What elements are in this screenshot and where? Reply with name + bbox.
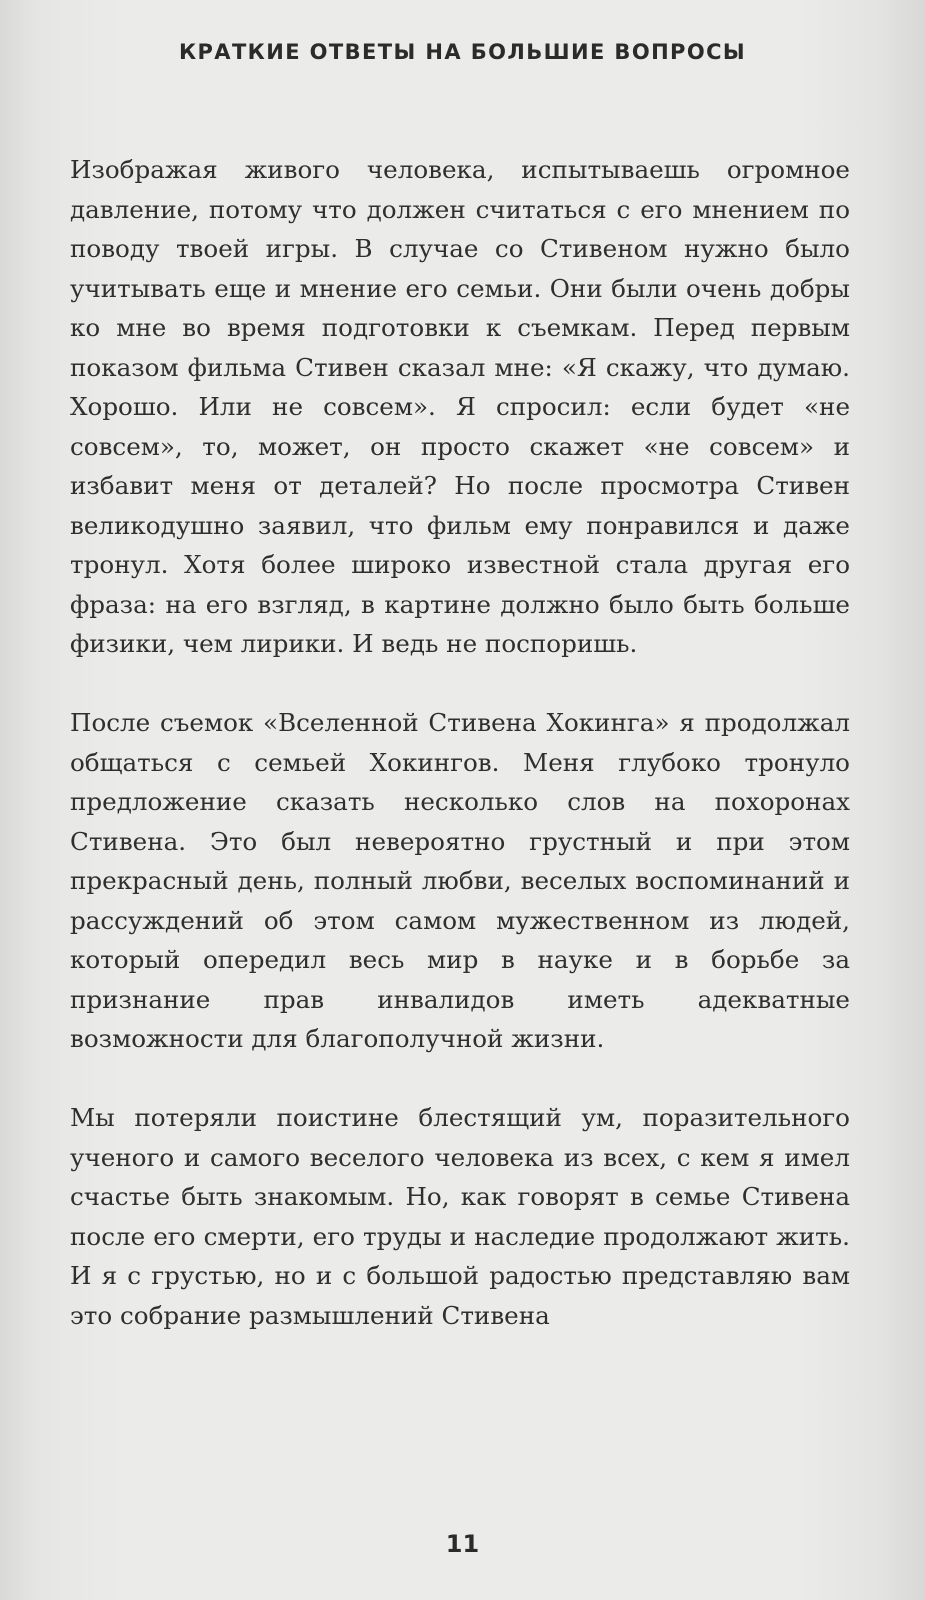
paragraph-3: Мы потеряли поистине блестящий ум, поразительного ученого и самого веселого человека из всех, с кем я имел счастье быть знакомым. Но, как говорят в семье Стивена после его смерти, его труды и наследие продолжают жить. И я с грустью, но и с большой радостью представляю вам это собрание размышлений Стивена [70,1103,850,1330]
running-title: КРАТКИЕ ОТВЕТЫ НА БОЛЬШИЕ ВОПРОСЫ [178,40,747,64]
paragraph-1: Изображая живого человека, испытываешь огромное давление, потому что должен считаться с его мнением по поводу твоей игры. В случае со Стивеном нужно было учитывать еще и мнение его семьи. Они были очень добры ко мне во время подготовки к съемкам. Перед первым показом фильма Стивен сказал мне: «Я скажу, что думаю. Хорошо. Или не совсем». Я спросил: если будет «не совсем», то, может, он просто скажет «не совсем» и избавит меня от деталей? Но после просмотра Стивен великодушно заявил, что фильм ему понравился и даже тронул. Хотя более широко известной стала другая его фраза: на его взгляд, в картине должно было быть больше физики, чем лирики. И ведь не поспоришь. [70,155,850,658]
page-number: 11 [445,1530,480,1558]
body-text [70,150,850,1335]
paragraph-2: После съемок «Вселенной Стивена Хокинга» я продолжал общаться с семьей Хокингов. Меня глубоко тронуло предложение сказать несколько слов на похоронах Стивена. Это был невероятно грустный и при этом прекрасный день, полный любви, веселых воспоминаний и рассуждений об этом самом мужественном из людей, который опередил весь мир в науке и в борьбе за признание прав инвалидов иметь адекватные возможности для благополучной жизни. [70,708,850,1053]
